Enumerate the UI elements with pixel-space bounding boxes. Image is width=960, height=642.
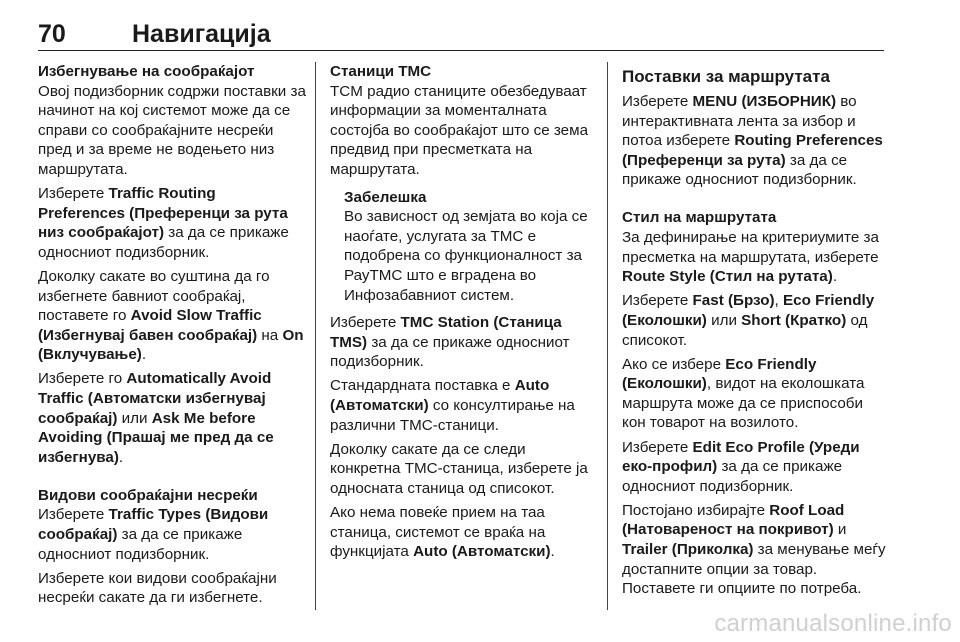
paragraph: Доколку сакате во суштина да го избегнете бавниот сообраќај, поставете го Avoid Slow Traffic (Избегнувај бавен сообраќај) на On (Вклучување).	[38, 267, 304, 364]
page-header	[38, 14, 884, 52]
section-heading-traffic-avoidance: Избегнување на сообраќајот	[38, 63, 255, 80]
paragraph: Изберете кои видови сообраќајни несреќи сакате да ги избегнете.	[38, 569, 277, 607]
paragraph: Ако се избере Eco Friendly (Еколошки), видот на еколошката маршрута може да се приспособи кон товарот на возилото.	[622, 355, 865, 432]
menu-term: Trailer (Приколка)	[622, 540, 754, 558]
column-1	[38, 62, 306, 612]
note-text: Во зависност од земјата во која се наоѓате, услугата за TMC е подобрена со функционалност за РауTMC што е вградена во Инфозабавниот систем.	[344, 208, 588, 304]
column-2	[330, 62, 598, 566]
menu-term: Routing Preferences (Преференци за рута)	[622, 132, 883, 169]
menu-term: Route Style (Стил на рутата)	[622, 268, 833, 286]
menu-term: TMC Station (Станица TMS)	[330, 314, 562, 351]
menu-term: Ask Me before Avoiding (Прашај ме пред да се избегнува)	[38, 409, 274, 466]
section-heading-tmc-stations: Станици TMC	[330, 63, 432, 80]
menu-term: MENU (ИЗБОРНИК)	[692, 93, 837, 110]
paragraph: Изберете TMC Station (Станица TMS) за да се прикаже односниот подизборник.	[330, 314, 570, 371]
menu-term: Traffic Routing Preferences (Преференци за рута низ сообраќајот)	[38, 185, 288, 242]
menu-term: Automatically Avoid Traffic (Автоматски избегнувај сообраќај)	[38, 370, 272, 427]
paragraph: TCM радио станиците обезбедуваат информации за моменталната состојба во сообраќајот што се зема предвид при пресметката на маршрутата.	[330, 82, 589, 178]
paragraph: Изберете Edit Eco Profile (Уреди еко-профил) за да се прикаже односниот подизборник.	[622, 438, 860, 495]
watermark: carmanualsonline.info	[714, 610, 952, 637]
paragraph: Стандардната поставка е Auto (Автоматски) со консултирање на различни TMC-станици.	[330, 377, 575, 434]
column-3	[622, 62, 888, 603]
paragraph: Овој подизборник содржи поставки за начинот на кој системот може да се справи со сообраќајните несреќи пред и за време не водењето низ маршрутата.	[38, 82, 306, 178]
paragraph: Доколку сакате да се следи конкретна TMC-станица, изберете ја односната станица од списокот.	[330, 440, 588, 497]
menu-term: Auto (Автоматски)	[413, 543, 551, 561]
column-divider-1	[315, 62, 316, 610]
column-divider-2	[607, 62, 608, 610]
menu-term: Eco Friendly (Еколошки)	[622, 355, 817, 393]
section-heading-route-settings: Поставки за маршрутата	[622, 67, 830, 86]
page-title: Навигација	[132, 20, 271, 48]
note-box	[344, 188, 598, 306]
paragraph: Изберете го Automatically Avoid Traffic (Автоматски избегнувај сообраќај) или Ask Me before Avoiding (Прашај ме пред да се избегнува).	[38, 370, 274, 466]
note-title: Забелешка	[344, 188, 427, 206]
menu-term: Edit Eco Profile (Уреди еко-профил)	[622, 438, 860, 476]
menu-term: Eco Friendly (Еколошки)	[622, 292, 875, 329]
paragraph: Изберете Traffic Routing Preferences (Преференци за рута низ сообраќајот) за да се прикаже односниот подизборник.	[38, 185, 289, 261]
section-heading-incident-types: Видови сообраќајни несреќи	[38, 486, 258, 504]
paragraph: Изберете Traffic Types (Видови сообраќај) за да се прикаже односниот подизборник.	[38, 506, 269, 563]
paragraph: За дефинирање на критериумите за пресметка на маршрутата, изберете Route Style (Стил на рутата).	[622, 229, 879, 286]
page-number: 70	[38, 20, 66, 48]
menu-term: Roof Load (Натовареност на покривот)	[622, 501, 845, 539]
paragraph: Постојано избирајте Roof Load (Натовареност на покривот) и Trailer (Приколка) за менување меѓу достапните опции за товар. Поставете ги опциите по потреба.	[622, 501, 886, 598]
section-heading-route-style: Стил на маршрутата	[622, 209, 777, 227]
menu-term: Traffic Types (Видови сообраќај)	[38, 506, 269, 544]
header-divider	[38, 50, 884, 51]
menu-term: On (Вклучување)	[38, 326, 304, 364]
paragraph: Ако нема повеќе прием на таа станица, системот се враќа на функцијата Auto (Автоматски).	[330, 503, 555, 561]
paragraph: Изберете MENU (ИЗБОРНИК) во интерактивната лента за избор и потоа изберете Routing Preferences (Преференци за рута) за да се прикаже односниот подизборник.	[622, 93, 883, 189]
menu-term: Auto (Автоматски)	[330, 377, 550, 414]
menu-term: Avoid Slow Traffic (Избегнувај бавен сообраќај)	[38, 307, 262, 344]
menu-term: Fast (Брзо)	[692, 292, 775, 310]
paragraph: Изберете Fast (Брзо), Eco Friendly (Еколошки) или Short (Кратко) од списокот.	[622, 292, 875, 349]
menu-term: Short (Кратко)	[741, 311, 847, 329]
